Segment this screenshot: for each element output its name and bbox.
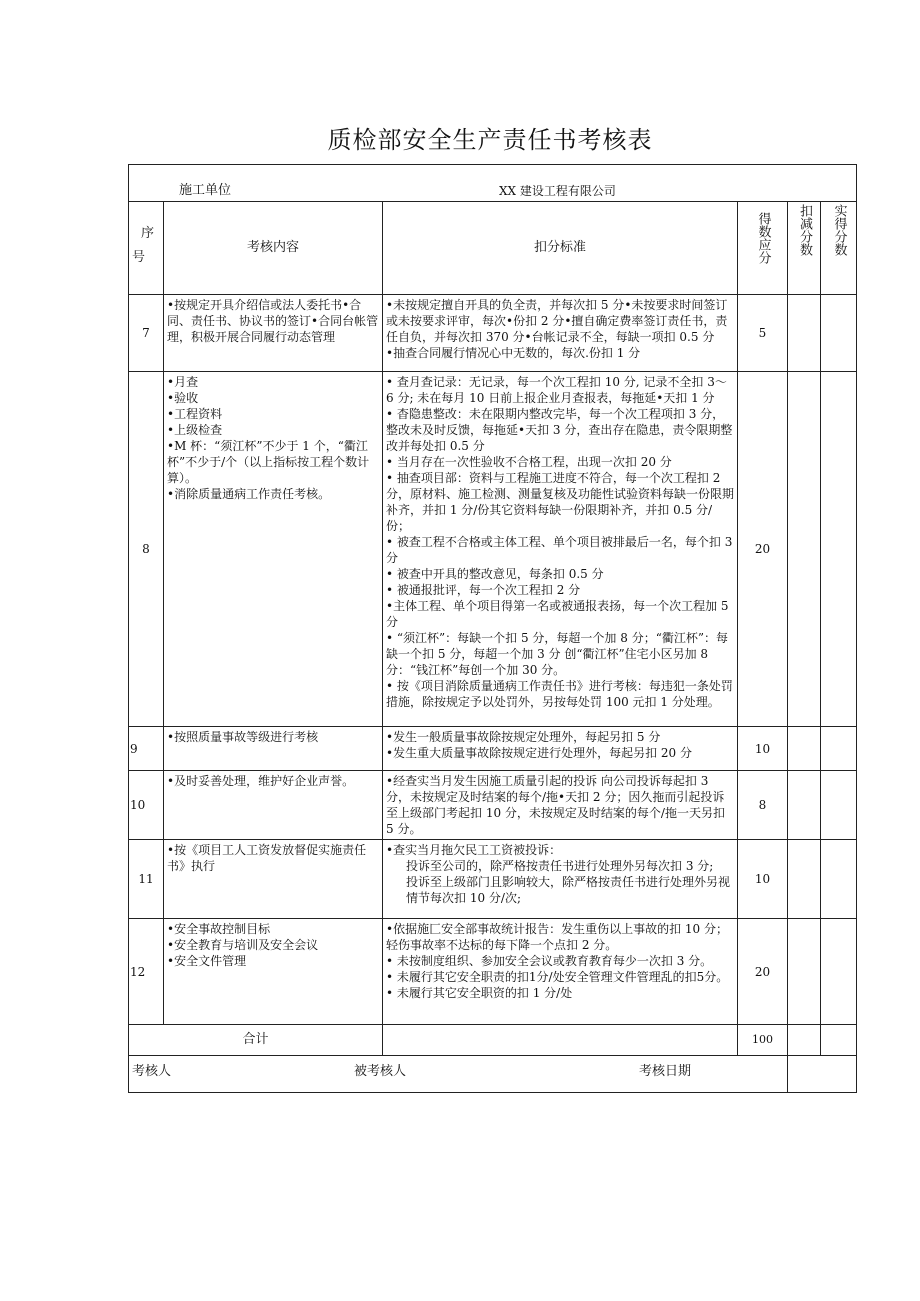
row-content: •按照质量事故等级进行考核 bbox=[164, 727, 383, 771]
row-score: 20 bbox=[738, 372, 788, 727]
row-content: •安全事故控制目标 •安全教育与培训及安全会议 •安全文件管理 bbox=[164, 919, 383, 1025]
table-row bbox=[129, 295, 857, 372]
total-standard bbox=[383, 1025, 738, 1056]
row-content: •按《项目工人工资发放督促实施责任书》执行 bbox=[164, 840, 383, 919]
unit-value: XX 建设工程有限公司 bbox=[499, 184, 616, 198]
table-row bbox=[129, 727, 857, 771]
row-seq: 8 bbox=[129, 372, 164, 727]
table-row bbox=[129, 771, 857, 840]
row-actual bbox=[821, 840, 857, 919]
row-content: •按规定开具介绍信或法人委托书•合同、责任书、协议书的签订•合同台帐管理，积极开展合同履行动态管理 bbox=[164, 295, 383, 372]
assessee-label: 被考核人 bbox=[354, 1064, 407, 1079]
row-standard: •发生一般质量事故除按规定处理外，每起另扣 5 分 •发生重大质量事故除按规定进行处理外，每起另扣 20 分 bbox=[383, 727, 738, 771]
row-deduct bbox=[788, 372, 821, 727]
unit-row bbox=[129, 165, 857, 202]
total-deduct bbox=[788, 1025, 821, 1056]
row-actual bbox=[821, 771, 857, 840]
row-deduct bbox=[788, 919, 821, 1025]
row-standard: • 查月查记录：无记录，每一个次工程扣 10 分, 记录不全扣 3～6 分; 未在每月 10 日前上报企业月查报表，每拖延•天扣 1 分 • 杳隐患整改：未在限期内整改完毕，每一个次工程项扣 3 分，整改未及时反馈，每拖延•天扣 3 分，查出存在隐患，责令限期整改并每处扣 0.5 分 • 当月存在一次性验收不合格工程，出现一次扣 20 分 • 抽查项目部：资料与工程施工进度不符合，每一个次工程扣 2 分，原材料、施工检测、测量复核及功能性试验资料每缺一份限期补齐，并扣 1 分/份其它资料每缺一份限期补齐，并扣 0.5 分/份； • 被查工程不合格或主体工程、单个项目被排最后一名，每个扣 3 分 • 被查中开具的整改意见，每条扣 0.5 分 • 被通报批评，每一个次工程扣 2 分 •主体工程、单个项目得第一名或被通报表扬，每一个次工程加 5 分 • “须江杯”：每缺一个扣 5 分，每超一个加 8 分；“衢江杯”：每缺一个扣 5 分，每超一个加 3 分 创“衢江杯”住宅小区另加 8 分：“钱江杯”每创一个加 30 分。 • 按《项目消除质量通病工作责任书》进行考核：每违犯一条处罚措施，除按规定予以处罚外，另按每处罚 100 元扣 1 分处理。 bbox=[383, 372, 738, 727]
row-actual bbox=[821, 295, 857, 372]
row-standard: •未按规定擅自开具的负全责，并每次扣 5 分•未按要求时间签订或未按要求评审，每次•份扣 2 分•擅自确定费率签订责任书，责任自负，并每次扣 370 分•台帐记录不全，每缺一项扣 0.5 分 •抽查合同履行情况心中无数的，每次.份扣 1 分 bbox=[383, 295, 738, 372]
standard-header: 扣分标准 bbox=[383, 202, 738, 295]
total-label: 合计 bbox=[129, 1025, 383, 1056]
seq-header: 序 号 bbox=[129, 202, 164, 295]
header-row bbox=[129, 202, 857, 295]
row-standard: •经查实当月发生因施工质量引起的投诉 向公司投诉每起扣 3 分，未按规定及时结案的每个/拖•天扣 2 分；因久拖而引起投诉至上级部门考起扣 10 分，未按规定及时结案的每个/拖一天另扣 5 分。 bbox=[383, 771, 738, 840]
assessment-date-label: 考核日期 bbox=[639, 1064, 692, 1079]
row-content: •及时妥善处理，维护好企业声誉。 bbox=[164, 771, 383, 840]
total-score: 100 bbox=[738, 1025, 788, 1056]
row-standard: •依据施匚安全部事故统计报告：发生重伤以上事故的扣 10 分；轻伤事故率不达标的每下降一个点扣 2 分。 • 未按制度组织、参加安全会议或教育教育每少一次扣 3 分。 • 未履行其它安全职责的扣1分/处安全管理文件管理乱的扣5分。 • 未履行其它安全职资的扣 1 分/处 bbox=[383, 919, 738, 1025]
assessor-label: 考核人 bbox=[132, 1064, 172, 1079]
row-seq: 12 bbox=[129, 919, 164, 1025]
signature-row bbox=[129, 1056, 857, 1093]
row-seq: 10 bbox=[129, 771, 164, 840]
score-header: 得数应分 bbox=[755, 212, 771, 264]
row-actual bbox=[821, 727, 857, 771]
row-seq: 11 bbox=[129, 840, 164, 919]
deduct-header: 扣减分数 bbox=[797, 204, 812, 256]
page-title: 质检部安全生产责任书考核表 bbox=[327, 126, 653, 154]
signature-blank bbox=[788, 1056, 857, 1093]
row-deduct bbox=[788, 727, 821, 771]
table-row bbox=[129, 372, 857, 727]
row-seq: 7 bbox=[129, 295, 164, 372]
row-actual bbox=[821, 919, 857, 1025]
unit-label: 施工单位 bbox=[179, 183, 232, 198]
row-seq: 9 bbox=[129, 727, 164, 771]
row-deduct bbox=[788, 840, 821, 919]
row-content: •月查 •验收 •工程资料 •上级检查 •M 杯：“须江杯”不少于 1 个，“衢江杯”不少于/个（以上指标按工程个数计算）。 •消除质量通病工作责任考核。 bbox=[164, 372, 383, 727]
table-row bbox=[129, 919, 857, 1025]
row-score: 8 bbox=[738, 771, 788, 840]
row-score: 10 bbox=[738, 840, 788, 919]
assessment-table bbox=[128, 164, 857, 1093]
actual-header: 实得分数 bbox=[831, 204, 847, 256]
row-deduct bbox=[788, 771, 821, 840]
row-deduct bbox=[788, 295, 821, 372]
row-score: 5 bbox=[738, 295, 788, 372]
total-actual bbox=[821, 1025, 857, 1056]
content-header: 考核内容 bbox=[164, 202, 383, 295]
row-score: 20 bbox=[738, 919, 788, 1025]
row-actual bbox=[821, 372, 857, 727]
table-row bbox=[129, 840, 857, 919]
total-row bbox=[129, 1025, 857, 1056]
row-standard: •查实当月拖欠民工工资被投诉： 投诉至公司的，除严格按责任书进行处理外另每次扣 3 分; 投诉至上级部门且影响较大，除严格按责任书进行处理外另视情节每次扣 10 分/次; bbox=[383, 840, 738, 919]
row-score: 10 bbox=[738, 727, 788, 771]
